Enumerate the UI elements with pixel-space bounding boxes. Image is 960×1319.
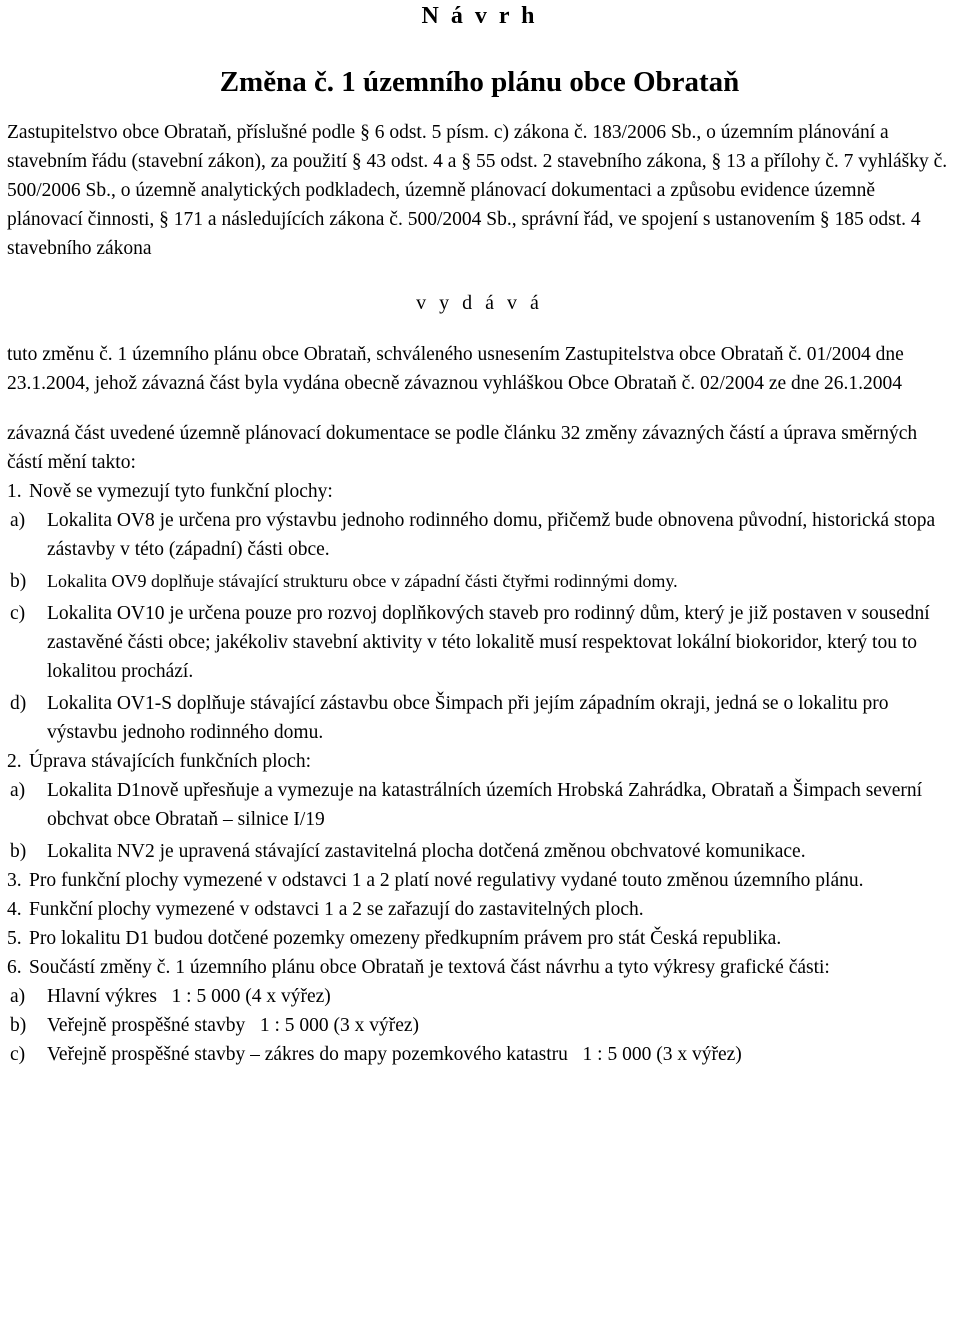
section-3 (7, 866, 952, 895)
section-text: Nově se vymezují tyto funkční plochy: (29, 481, 333, 502)
tuto-paragraph: tuto změnu č. 1 územního plánu obce Obrataň, schváleného usnesením Zastupitelstva obce Obrataň č. 01/2004 dne 23.1.2004, jehož závazná část byla vydána obecně závaznou vyhláškou Obce Obrataň č. 02/2004 ze dne 26.1.2004 (7, 344, 904, 394)
item-label: d) (10, 693, 27, 714)
section-item (7, 477, 952, 506)
item-text: Lokalita OV8 je určena pro výstavbu jednoho rodinného domu, přičemž bude obnovena původní, historická stopa zástavby v této (západní) části obce. (47, 510, 936, 560)
section-item (7, 895, 952, 924)
item-text: Veřejně prospěšné stavby – zákres do mapy pozemkového katastru 1 : 5 000 (3 x výřez) (47, 1044, 742, 1065)
item-label: b) (10, 571, 27, 592)
item-text: Lokalita OV10 je určena pouze pro rozvoj doplňkových staveb pro rodinný dům, který je již postaven v sousední zastavěné části obce; jakékoliv stavební aktivity v této lokalitě musí respektovat lokální biokoridor, který tou to lokalitou prochází. (47, 603, 930, 682)
list-item (7, 1011, 952, 1040)
item-label: a) (10, 986, 26, 1007)
section-number: 3. (7, 870, 22, 891)
item-text: Hlavní výkres 1 : 5 000 (4 x výřez) (47, 986, 331, 1007)
list-item (7, 1040, 952, 1069)
list-item (7, 599, 952, 686)
item-text: Veřejně prospěšné stavby 1 : 5 000 (3 x výřez) (47, 1015, 420, 1036)
item-text: Lokalita OV1-S doplňuje stávající zástavbu obce Šimpach při jejím západním okraji, jedná se o lokalitu pro výstavbu jednoho rodinného domu. (47, 693, 889, 743)
section-item (7, 866, 952, 895)
section-text: Pro funkční plochy vymezené v odstavci 1 a 2 platí nové regulativy vydané touto změnou územního plánu. (29, 870, 864, 891)
list-item (7, 837, 952, 866)
intro-paragraph: Zastupitelstvo obce Obrataň, příslušné podle § 6 odst. 5 písm. c) zákona č. 183/2006 Sb., o územním plánování a stavebním řádu (stavební zákon), za použití § 43 odst. 4 a § 55 odst. 2 stavebního zákona, § 13 a přílohy č. 7 vyhlášky č. 500/2006 Sb., o územně analytických podkladech, územně plánovací dokumentaci a způsobu evidence územně plánovací činnosti, § 171 a následujících zákona č. 500/2004 Sb., správní řád, ve spojení s ustanovením § 185 odst. 4 stavebního zákona (7, 122, 948, 259)
section-1 (7, 477, 952, 747)
item-label: b) (10, 841, 27, 862)
list-item (7, 982, 952, 1011)
section-number: 1. (7, 481, 22, 502)
vydava-heading: v y d á v á (416, 292, 543, 314)
section-4 (7, 895, 952, 924)
zavazna-paragraph: závazná část uvedené územně plánovací dokumentace se podle článku 32 změny závazných částí a úprava směrných částí mění takto: (7, 423, 918, 473)
document-heading: N á v r h (421, 3, 538, 29)
item-label: c) (10, 1044, 26, 1065)
section-item (7, 953, 952, 982)
item-text: Lokalita NV2 je upravená stávající zastavitelná plocha dotčená změnou obchvatové komunikace. (47, 841, 806, 862)
item-label: b) (10, 1015, 27, 1036)
section-item (7, 924, 952, 953)
section-item (7, 747, 952, 776)
section-number: 4. (7, 899, 22, 920)
item-text: Lokalita OV9 doplňuje stávající strukturu obce v západní části čtyřmi rodinnými domy. (47, 571, 678, 591)
list-item (7, 776, 952, 834)
item-label: a) (10, 780, 26, 801)
document-title: Změna č. 1 územního plánu obce Obrataň (219, 66, 740, 98)
item-label: c) (10, 603, 26, 624)
item-label: a) (10, 510, 26, 531)
section-text: Funkční plochy vymezené v odstavci 1 a 2 se zařazují do zastavitelných ploch. (29, 899, 644, 920)
section-number: 6. (7, 957, 22, 978)
section-text: Pro lokalitu D1 budou dotčené pozemky omezeny předkupním právem pro stát Česká republika. (29, 928, 782, 949)
list-item (7, 506, 952, 564)
section-number: 5. (7, 928, 22, 949)
list-item (7, 567, 952, 596)
list-item (7, 689, 952, 747)
section-text: Součástí změny č. 1 územního plánu obce Obrataň je textová část návrhu a tyto výkresy grafické části: (29, 957, 830, 978)
section-number: 2. (7, 751, 22, 772)
item-text: Lokalita D1nově upřesňuje a vymezuje na katastrálních územích Hrobská Zahrádka, Obrataň a Šimpach severní obchvat obce Obrataň – silnice I/19 (47, 780, 923, 830)
section-5 (7, 924, 952, 953)
section-6 (7, 953, 952, 1069)
section-text: Úprava stávajících funkčních ploch: (29, 751, 312, 772)
section-2 (7, 747, 952, 866)
